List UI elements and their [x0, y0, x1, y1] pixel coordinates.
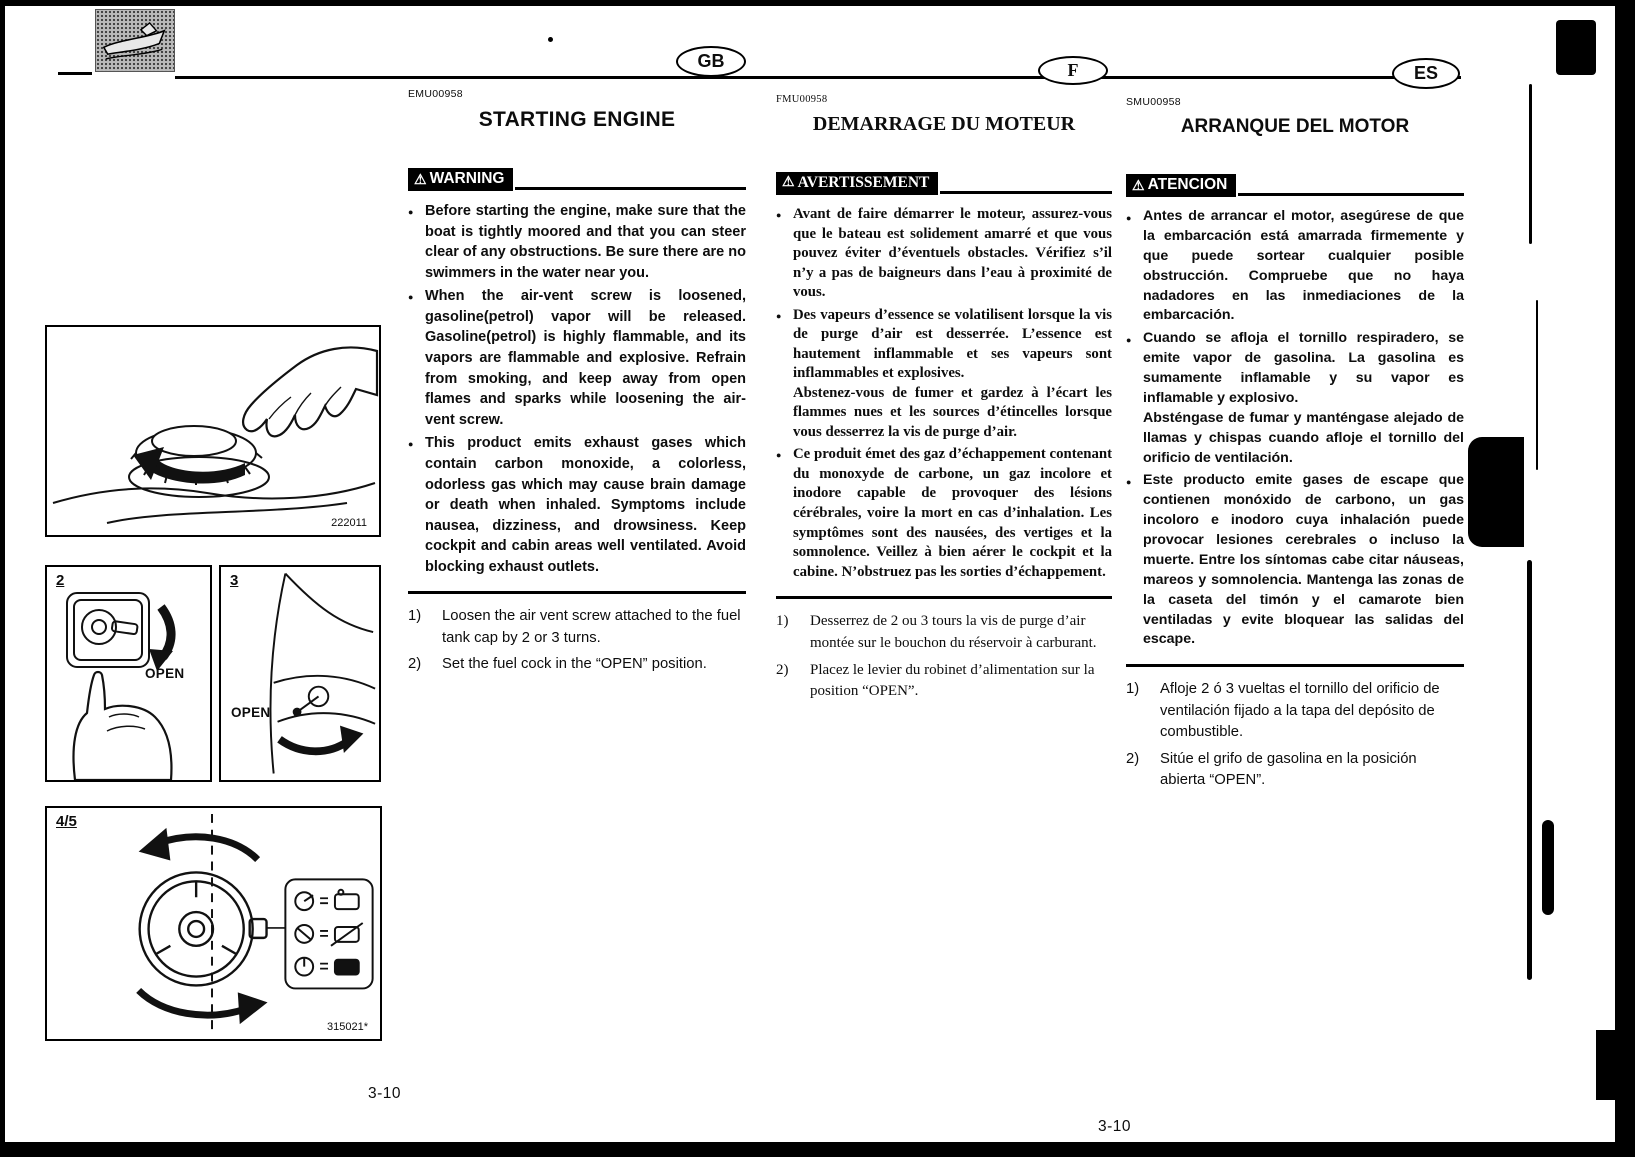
scan-artifact — [1529, 84, 1532, 244]
figure-number: 2 — [56, 572, 65, 589]
divider — [1126, 664, 1464, 667]
warning-bullet-list — [1126, 207, 1464, 650]
bullet-marker-icon — [408, 201, 425, 283]
key-switch-illustration — [47, 567, 210, 780]
choke-knob-illustration — [47, 808, 380, 1039]
step-item — [1126, 679, 1464, 743]
bullet-text: Cuando se afloja el tornillo respiradero, se emite vapor de gasolina. La gasolina es sumamente inflamable y su vapor es inflamable y explosivo. — [1143, 330, 1464, 406]
bullet-marker-icon — [1126, 207, 1143, 326]
step-item — [408, 606, 746, 649]
step-list — [1126, 679, 1464, 791]
bullet-text: Este producto emite gases de escape que contienen monóxido de carbono, un gas incoloro e inodoro cuya inhalación puede provocar lesiones cerebrales o incluso la muerte. Entre los síntomas cabe citar náuseas, mareos y somnolencia. Mantenga las zonas de la caseta del timón y el camarote bien ventiladas y evite bloquear las salidas del escape. — [1143, 472, 1464, 648]
language-badge-es: ES — [1392, 58, 1460, 89]
figure-choke-knob — [45, 806, 382, 1041]
page-edge-left — [0, 0, 5, 1157]
page-number: 3-10 — [368, 1085, 402, 1102]
manual-logo — [95, 9, 175, 72]
step-number: 2) — [1126, 750, 1140, 767]
fuel-cap-illustration — [47, 327, 379, 535]
warning-rule — [940, 191, 1112, 194]
list-item — [408, 433, 746, 577]
bullet-marker-icon — [408, 433, 425, 577]
bullet-marker-icon — [776, 205, 793, 303]
divider — [776, 596, 1112, 599]
section-code: EMU00958 — [408, 88, 463, 100]
warning-header-es — [1126, 174, 1464, 197]
step-list — [776, 611, 1112, 703]
scan-artifact — [548, 37, 553, 42]
step-item — [408, 654, 746, 675]
section-tab-marker — [1468, 437, 1524, 547]
scan-artifact — [1556, 20, 1596, 75]
bullet-marker-icon — [1126, 471, 1143, 650]
warning-icon: ⚠ — [782, 175, 795, 190]
warning-rule — [1238, 193, 1464, 196]
list-item — [408, 286, 746, 430]
column-french — [776, 94, 1112, 708]
step-number: 2) — [776, 661, 789, 678]
list-item — [1126, 471, 1464, 650]
page-edge-top — [0, 0, 1635, 6]
warning-icon: ⚠ — [414, 171, 427, 187]
scan-artifact — [1536, 300, 1538, 470]
scan-artifact — [1527, 560, 1532, 980]
warning-label: ATENCION — [1147, 176, 1228, 193]
divider — [408, 591, 746, 594]
bullet-marker-icon — [776, 306, 793, 443]
bullet-text: Avant de faire démarrer le moteur, assurez-vous que le bateau est solidement amarré et que vous pouvez éviter d’éventuels obstacles. Vérifiez s’il n’y a pas de baigneurs dans l’eau à proximité de vous. — [793, 206, 1112, 301]
bullet-text: Absténgase de fumar y manténgase alejado de llamas y chispas cuando afloje el tornillo del orificio de ventilación. — [1143, 409, 1464, 466]
warning-label: WARNING — [429, 170, 505, 187]
page-edge-bottom — [0, 1142, 1635, 1157]
boat-icon — [96, 10, 174, 71]
column-english — [408, 88, 746, 681]
step-number: 1) — [1126, 681, 1140, 698]
list-item — [1126, 329, 1464, 468]
open-position-label: OPEN — [231, 705, 271, 720]
step-number: 2) — [408, 656, 422, 673]
warning-box — [1126, 174, 1236, 197]
figure-code: 222011 — [331, 517, 367, 529]
warning-bullet-list — [408, 201, 746, 577]
list-item — [776, 445, 1112, 582]
step-item — [776, 660, 1112, 704]
bullet-text: Des vapeurs d’essence se volatilisent lorsque la vis de purge d’air est desserrée. L’essence est hautement inflammable et ses vapeurs sont inflammables et explosives. — [793, 306, 1112, 382]
language-badge-f: F — [1038, 56, 1108, 85]
step-text: Desserrez de 2 ou 3 tours la vis de purge d’air montée sur le bouchon du réservoir à carburant. — [810, 613, 1097, 651]
bullet-text: This product emits exhaust gases which contain carbon monoxide, a colorless, odorless gas which may cause brain damage or death when inhaled. Symptoms include nausea, dizziness, and drowsiness. Keep cockpit and cabin areas well ventilated. Avoid blocking exhaust outlets. — [425, 435, 746, 575]
step-text: Loosen the air vent screw attached to the fuel tank cap by 2 or 3 turns. — [442, 608, 741, 646]
bullet-marker-icon — [776, 445, 793, 582]
warning-header-fr — [776, 172, 1112, 195]
fuel-cock-illustration — [221, 567, 379, 780]
bullet-text: Before starting the engine, make sure that the boat is tightly moored and that you can steer clear of any obstructions. Be sure there are no swimmers in the water near you. — [425, 203, 746, 281]
page-title-fr: DEMARRAGE DU MOTEUR — [812, 113, 1076, 135]
scan-artifact — [1596, 1030, 1618, 1100]
step-item — [1126, 749, 1464, 792]
bullet-marker-icon — [1126, 329, 1143, 468]
figure-fuel-cap — [45, 325, 381, 537]
bullet-text: Abstenez-vous de fumer et gardez à l’écart les flammes nues et les sources d’étincelles lorsque vous desserrez la vis de purge d’air. — [793, 384, 1112, 440]
bullet-text: Ce produit émet des gaz d’échappement contenant du monoxyde de carbone, un gaz incolore et inodore capable de provoquer des lésions cérébrales, voire la mort en cas d’inhalation. Les symptômes sont des nausées, des vertiges et la somnolence. Veillez à bien aérer le cockpit et la cabine. N’obstruez pas les sorties d’échappement. — [793, 446, 1112, 580]
warning-box — [408, 168, 513, 191]
section-code: SMU00958 — [1126, 96, 1181, 108]
list-item — [776, 205, 1112, 303]
list-item — [408, 201, 746, 283]
step-text: Sitúe el grifo de gasolina en la posición abierta “OPEN”. — [1160, 750, 1417, 789]
warning-bullet-list — [776, 205, 1112, 582]
warning-label: AVERTISSEMENT — [797, 174, 930, 191]
step-text: Placez le levier du robinet d’alimentation sur la position “OPEN”. — [810, 661, 1095, 700]
section-code: FMU00958 — [776, 94, 828, 105]
language-badge-gb: GB — [676, 46, 746, 77]
figure-number: 3 — [230, 572, 239, 589]
step-list — [408, 606, 746, 675]
bullet-marker-icon — [408, 286, 425, 430]
page-edge-right — [1615, 0, 1635, 1157]
figure-number: 4/5 — [56, 813, 77, 830]
column-spanish — [1126, 96, 1464, 797]
step-item — [776, 611, 1112, 655]
list-item — [1126, 207, 1464, 326]
warning-box — [776, 172, 938, 195]
figure-main-switch — [45, 565, 212, 782]
figure-fuel-cock — [219, 565, 381, 782]
step-number: 1) — [776, 613, 789, 630]
scan-artifact — [1542, 820, 1554, 915]
list-item — [776, 306, 1112, 443]
figure-code: 315021* — [327, 1021, 368, 1033]
page-title-en: STARTING ENGINE — [478, 108, 676, 131]
page-title-es: ARRANQUE DEL MOTOR — [1180, 116, 1410, 137]
header-dash-rule — [58, 72, 92, 75]
page-number: 3-10 — [1098, 1118, 1132, 1135]
bullet-text: When the air-vent screw is loosened, gasoline(petrol) vapor will be released. Gasoline(petrol) is highly flammable, and its vapors are flammable and explosive. Refrain from smoking, and keep away from open flames and sparks while loosening the air-vent screw. — [425, 288, 746, 428]
warning-header-en — [408, 168, 746, 191]
warning-icon: ⚠ — [1132, 177, 1145, 193]
open-position-label: OPEN — [145, 666, 185, 681]
bullet-text: Antes de arrancar el motor, asegúrese de que la embarcación está amarrada firmemente y que puede sortear cualquier posible obstrucción. Compruebe que no haya nadadores en las inmediaciones de la embarcación. — [1143, 208, 1464, 324]
step-number: 1) — [408, 608, 422, 625]
header-rule — [175, 76, 1461, 79]
step-text: Set the fuel cock in the “OPEN” position. — [442, 656, 707, 673]
step-text: Afloje 2 ó 3 vueltas el tornillo del orificio de ventilación fijado a la tapa del depósito de combustible. — [1160, 681, 1440, 741]
warning-rule — [515, 187, 746, 190]
